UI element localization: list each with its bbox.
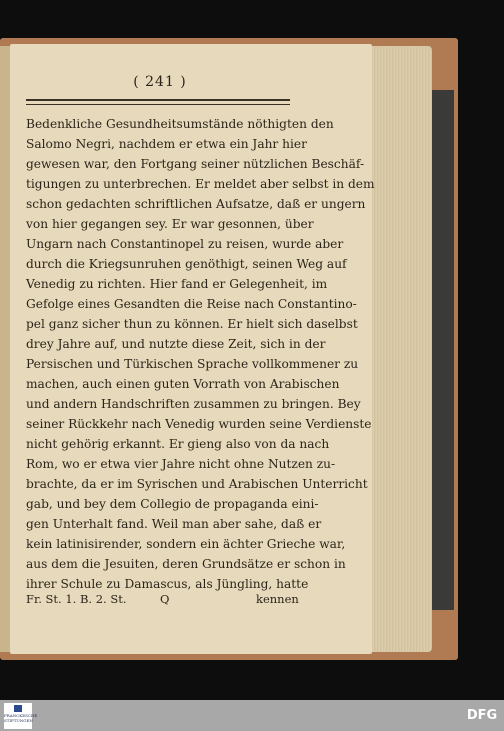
- text-line: brachte, da er im Syrischen und Arabischen Unterricht: [26, 477, 368, 491]
- text-line: von hier gegangen sey. Er war gesonnen, über: [26, 217, 314, 231]
- text-line: Salomo Negri, nachdem er etwa ein Jahr hier: [26, 137, 307, 151]
- text-line: Gefolge eines Gesandten die Reise nach Constantino-: [26, 297, 357, 311]
- header-rule: [26, 99, 290, 105]
- text-line: drey Jahre auf, und nutzte diese Zeit, sich in der: [26, 337, 326, 351]
- text-line: Ungarn nach Constantinopel zu reisen, wurde aber: [26, 237, 344, 251]
- cover-spine-edge: [430, 90, 454, 610]
- text-line: Venedig zu richten. Hier fand er Gelegenheit, im: [26, 277, 328, 291]
- catchword: kennen: [256, 592, 299, 606]
- text-line: gab, und bey dem Collegio de propaganda eini-: [26, 497, 319, 511]
- book-page: [10, 44, 375, 654]
- text-line: Rom, wo er etwa vier Jahre nicht ohne Nutzen zu-: [26, 457, 336, 471]
- foundation-logo-text: FRANCKESCHE STIFTUNGEN: [4, 713, 38, 723]
- text-line: gewesen war, den Fortgang seiner nützlichen Beschäf-: [26, 157, 365, 171]
- text-line: ihrer Schule zu Damascus, als Jüngling, hatte: [26, 577, 309, 591]
- text-line: Bedenkliche Gesundheitsumstände nöthigten den: [26, 117, 334, 131]
- text-line: durch die Kriegsunruhen genöthigt, seinen Weg auf: [26, 257, 347, 271]
- gathering-letter: Q: [160, 592, 170, 606]
- page-number: ( 241 ): [133, 74, 187, 90]
- page-block-edges: [368, 46, 432, 652]
- text-line: Persischen und Türkischen Sprache vollkommener zu: [26, 357, 359, 371]
- text-line: schon gedachten schriftlichen Aufsatze, daß er ungern: [26, 197, 366, 211]
- text-line: machen, auch einen guten Vorrath von Arabischen: [26, 377, 340, 391]
- text-line: tigungen zu unterbrechen. Er meldet aber selbst in dem: [26, 177, 375, 191]
- text-line: kein latinisirender, sondern ein ächter Grieche war,: [26, 537, 346, 551]
- text-line: gen Unterhalt fand. Weil man aber sahe, daß er: [26, 517, 322, 531]
- signature-mark: Fr. St. 1. B. 2. St.: [26, 592, 127, 606]
- text-line: pel ganz sicher thun zu können. Er hielt sich daselbst: [26, 317, 358, 331]
- foundation-emblem-icon: [14, 705, 22, 712]
- text-line: aus dem die Jesuiten, deren Grundsätze er schon in: [26, 557, 346, 571]
- text-line: nicht gehörig erkannt. Er gieng also von da nach: [26, 437, 330, 451]
- text-line: seiner Rückkehr nach Venedig wurden seine Verdienste: [26, 417, 372, 431]
- viewer-footer-bar: [0, 700, 504, 731]
- text-line: und andern Handschriften zusammen zu bringen. Bey: [26, 397, 361, 411]
- dfg-logo[interactable]: DFG: [466, 708, 498, 723]
- franckesche-stiftungen-logo[interactable]: [4, 703, 38, 729]
